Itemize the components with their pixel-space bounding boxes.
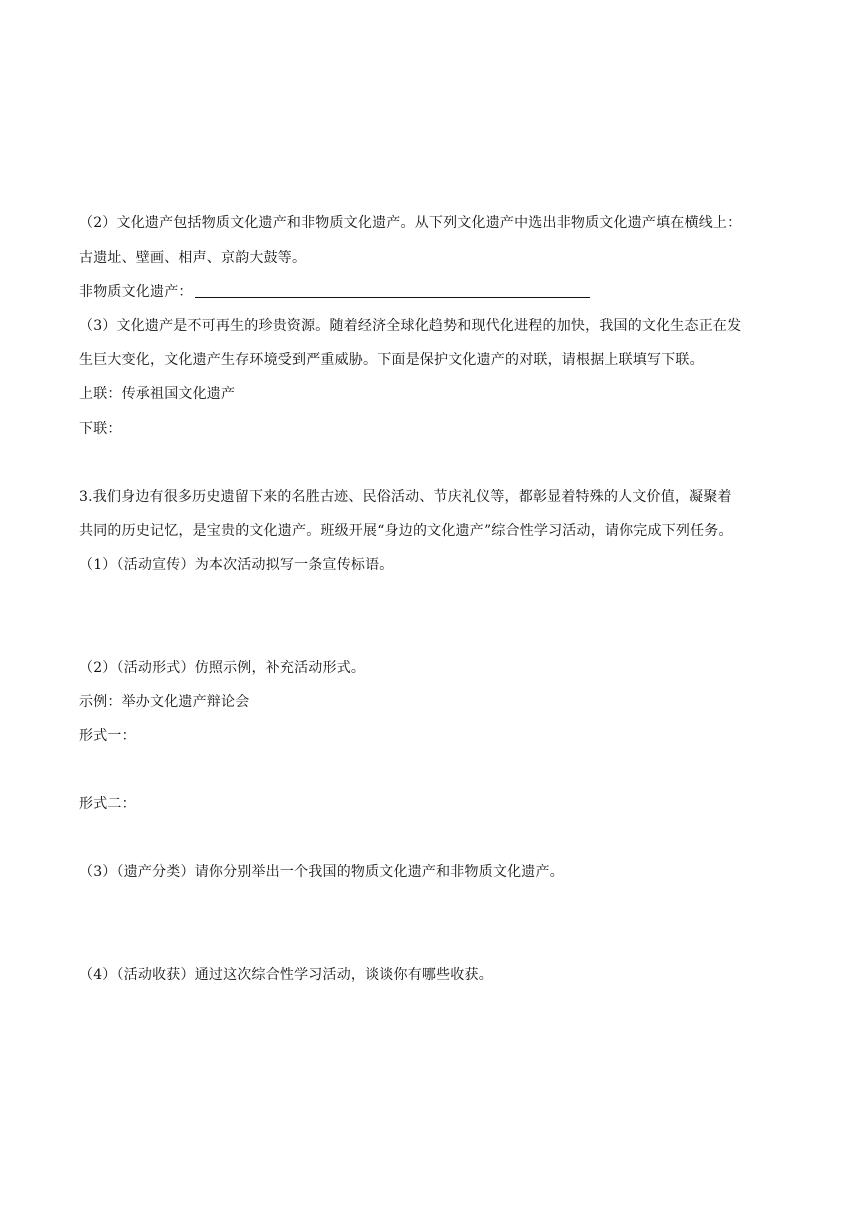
q2-part2-line1: （2）文化遗产包括物质文化遗产和非物质文化遗产。从下列文化遗产中选出非物质文化遗产填在横线上：: [79, 215, 742, 231]
q2-part3-line2: 生巨大变化，文化遗产生存环境受到严重威胁。下面是保护文化遗产的对联，请根据上联填写下联。: [79, 352, 704, 368]
q3-task3: （3）（遗产分类）请你分别举出一个我国的物质文化遗产和非物质文化遗产。: [79, 864, 564, 880]
q3-task1: （1）（活动宣传）为本次活动拟写一条宣传标语。: [79, 557, 394, 573]
q2-part3-line1: （3）文化遗产是不可再生的珍贵资源。随着经济全球化趋势和现代化进程的加快，我国的文化生态正在发: [79, 318, 742, 334]
q3-intro-line1: 3.我们身边有很多历史遗留下来的名胜古迹、民俗活动、节庆礼仪等，都彰显着特殊的人文价值，凝聚着: [79, 489, 732, 505]
q2-part2-line2: 古遗址、壁画、相声、京韵大鼓等。: [79, 250, 307, 266]
q3-example: 示例：举办文化遗产辩论会: [79, 694, 250, 710]
q2-part2-answer-label: 非物质文化遗产：: [79, 284, 193, 300]
q3-task4: （4）（活动收获）通过这次综合性学习活动，谈谈你有哪些收获。: [79, 967, 493, 983]
upper-couplet: 上联：传承祖国文化遗产: [79, 386, 236, 402]
q3-task2: （2）（活动形式）仿照示例，补充活动形式。: [79, 660, 366, 676]
q2-part2-answer-line: [79, 282, 590, 302]
lower-couplet-label: 下联：: [79, 421, 122, 437]
q3-form1-label: 形式一：: [79, 728, 136, 744]
answer-blank-underline[interactable]: [195, 283, 590, 298]
q3-form2-label: 形式二：: [79, 796, 136, 812]
q3-intro-line2: 共同的历史记忆，是宝贵的文化遗产。班级开展“身边的文化遗产”综合性学习活动，请你完成下列任务。: [79, 523, 733, 539]
